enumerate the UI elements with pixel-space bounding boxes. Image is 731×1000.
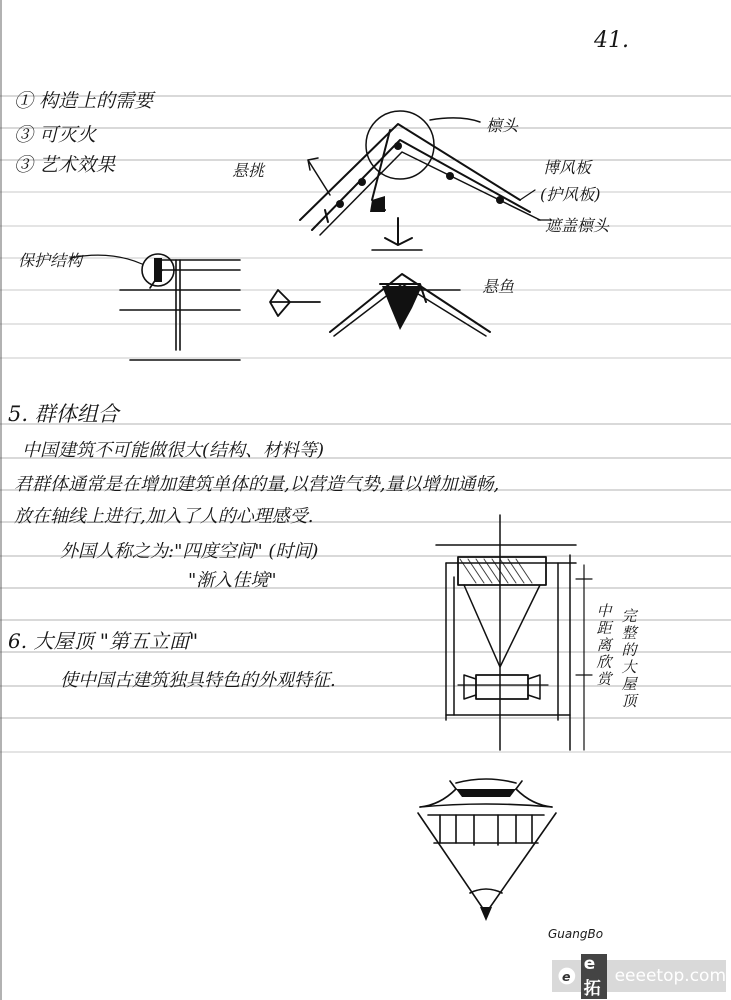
list-item: ③ 艺术效果 <box>14 154 116 176</box>
section5-line: "渐入佳境" <box>188 570 277 591</box>
protect-structure-sketch <box>100 240 250 365</box>
list-item: ③ 可灭火 <box>14 124 97 146</box>
section5-line: 中国建筑不可能做很大(结构、材料等) <box>22 440 325 461</box>
section5-line: 外国人称之为:"四度空间" (时间) <box>60 541 319 562</box>
page-number: 41. <box>594 28 629 53</box>
label-protect-structure: 保护结构 <box>18 251 83 270</box>
label-purlin-end: 檩头 <box>486 116 519 135</box>
signature: GuangBo <box>548 927 604 941</box>
label-barge-board: 博风板 <box>543 158 592 177</box>
label-left-eave: 悬挑 <box>232 161 265 180</box>
label-hanging-fish: 悬鱼 <box>482 277 515 296</box>
label-purlin-cover: 遮盖檩头 <box>545 216 610 235</box>
big-roof-sketch <box>410 775 560 925</box>
hanging-fish-sketch <box>250 262 510 352</box>
section5-line: 放在轴线上进行,加入了人的心理感受. <box>14 506 314 527</box>
section5-line: 君群体通常是在增加建筑单体的量,以营造气势,量以增加通畅, <box>14 474 500 495</box>
watermark <box>552 953 726 999</box>
section6-heading: 6. 大屋顶 "第五立面" <box>8 629 199 653</box>
side-note-full-roof: 完整的大屋顶 <box>621 607 637 710</box>
label-gable-nail: (护风板) <box>540 185 601 204</box>
svg-text:e: e <box>561 968 571 984</box>
section5-heading: 5. 群体组合 <box>8 402 119 426</box>
side-note-mid-distance: 中距离欣赏 <box>596 602 612 688</box>
e-logo-icon <box>555 962 579 990</box>
list-item: ① 构造上的需要 <box>14 90 154 112</box>
axial-plan-sketch <box>436 515 596 750</box>
watermark-cn: e拓 <box>581 954 607 999</box>
watermark-url: eeeetop.com <box>614 966 726 986</box>
section6-line: 使中国古建筑独具特色的外观特征. <box>60 670 336 691</box>
